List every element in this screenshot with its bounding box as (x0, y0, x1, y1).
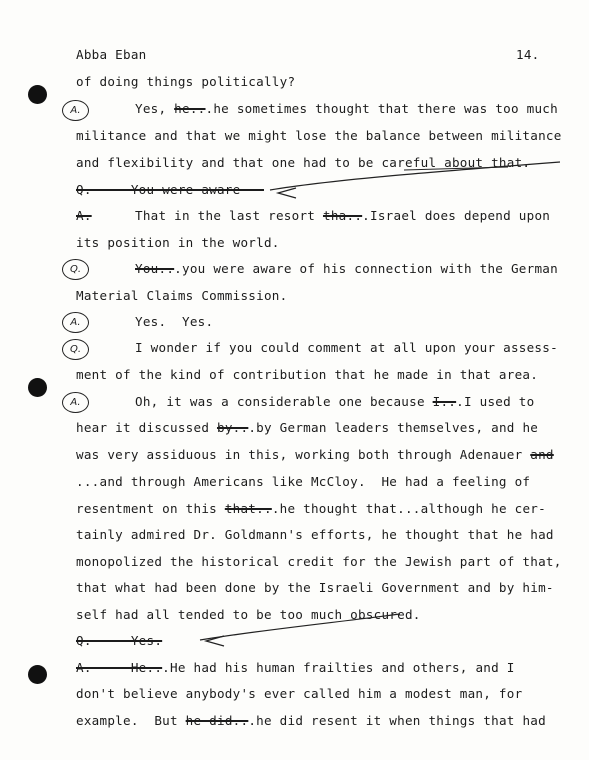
text-line: example. But he did...he did resent it when things that had (76, 713, 546, 728)
page-number: 14. (516, 47, 540, 62)
text-line: tainly admired Dr. Goldmann's efforts, he thought that he had (76, 527, 554, 542)
text-line: ment of the kind of contribution that he made in that area. (76, 367, 539, 382)
struck-text: he.. (174, 101, 206, 116)
struck-text: and (530, 447, 554, 462)
margin-mark-question: Q. (62, 339, 89, 360)
text-line: Yes, he...he sometimes thought that there was too much (135, 101, 558, 116)
text-line: of doing things politically? (76, 74, 296, 89)
text-line: and flexibility and that one had to be careful about that. (76, 155, 531, 170)
struck-text: A. (76, 208, 92, 223)
struck-text: A. He.. (76, 660, 163, 675)
punch-hole (28, 85, 47, 104)
text-line: was very assiduous in this, working both through Adenauer and (76, 447, 554, 462)
text-line: A. He...He had his human frailties and others, and I (76, 660, 515, 675)
text-line: monopolized the historical credit for the Jewish part of that, (76, 554, 562, 569)
text-line: ...and through Americans like McCloy. He had a feeling of (76, 474, 531, 489)
margin-mark-question: Q. (62, 259, 89, 280)
text-line: that what had been done by the Israeli Government and by him- (76, 580, 554, 595)
punch-hole (28, 378, 47, 397)
header-name: Abba Eban (76, 47, 147, 62)
text-line: militance and that we might lose the balance between militance (76, 128, 562, 143)
struck-text: You.. (135, 261, 175, 276)
margin-mark-answer: A. (62, 100, 89, 121)
struck-text: I.. (432, 394, 457, 409)
struck-text: tha.. (322, 208, 363, 223)
text-line: I wonder if you could comment at all upon your assess- (135, 340, 558, 355)
text-line: don't believe anybody's ever called him a modest man, for (76, 686, 523, 701)
struck-line: Q. Yes. (76, 633, 163, 648)
text-line: hear it discussed by...by German leaders themselves, and he (76, 420, 539, 435)
arrow-icon (206, 636, 224, 646)
struck-text: that.. (224, 501, 272, 516)
text-line: Oh, it was a considerable one because I...I used to (135, 394, 535, 409)
text-line: That in the last resort tha...Israel does depend upon (135, 208, 551, 223)
struck-text: he did.. (185, 713, 249, 728)
margin-mark-answer: A. (62, 312, 89, 333)
struck-line: Q. You were aware -- (76, 182, 264, 197)
text-line: Material Claims Commission. (76, 288, 288, 303)
text-line: its position in the world. (76, 235, 280, 250)
arrow-icon (278, 188, 296, 198)
text-line: self had all tended to be too much obscured. (76, 607, 421, 622)
punch-hole (28, 665, 47, 684)
text-line: resentment on this that...he thought that...although he cer- (76, 501, 546, 516)
margin-mark-answer: A. (62, 392, 89, 413)
struck-text: by.. (216, 420, 249, 435)
text-line: Yes. Yes. (135, 314, 214, 329)
text-line: You...you were aware of his connection with the German (135, 261, 558, 276)
